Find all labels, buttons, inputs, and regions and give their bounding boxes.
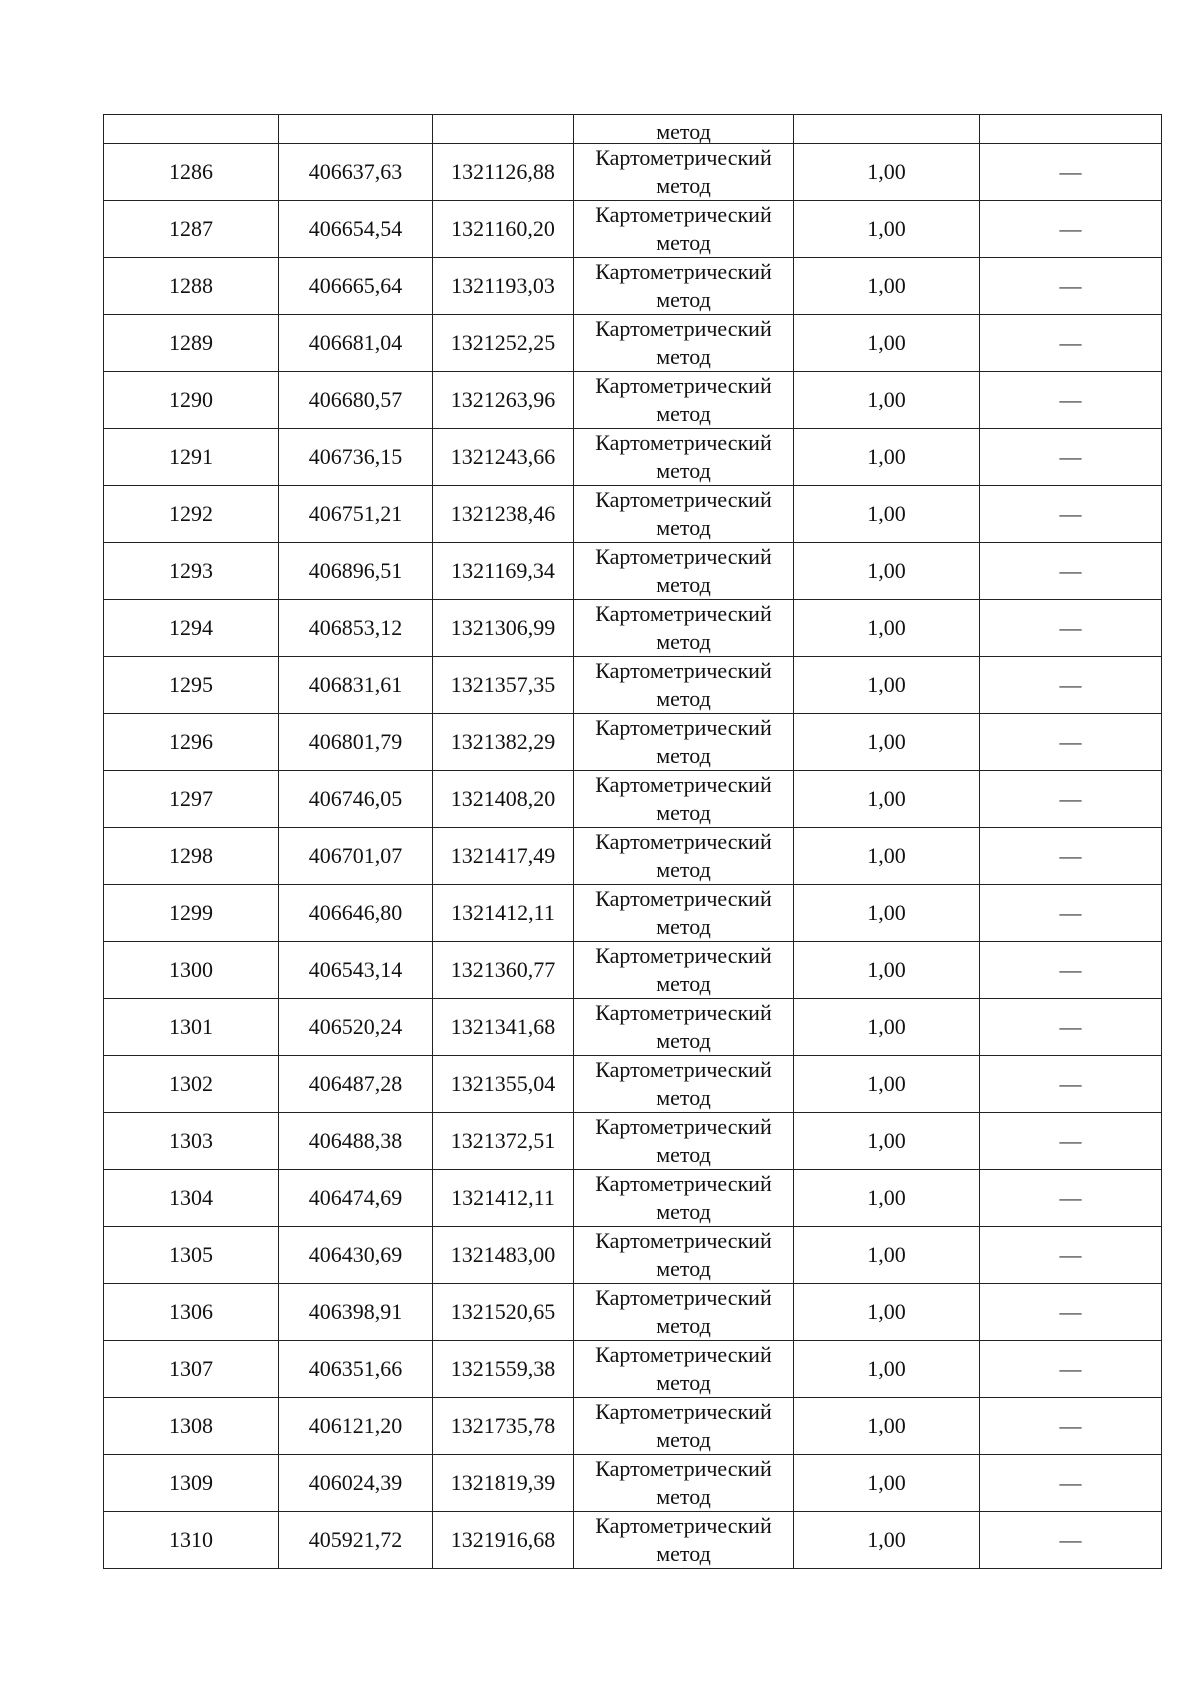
table-row xyxy=(104,657,1162,714)
accuracy-cell: 1,00 xyxy=(794,1113,980,1170)
x-coordinate-cell: 406746,05 xyxy=(279,771,433,828)
table-row xyxy=(104,1341,1162,1398)
description-cell: — xyxy=(980,885,1162,942)
description-cell: — xyxy=(980,1398,1162,1455)
description-cell: — xyxy=(980,429,1162,486)
point-number-cell: 1298 xyxy=(104,828,279,885)
accuracy-cell: 1,00 xyxy=(794,315,980,372)
table-row xyxy=(104,1512,1162,1569)
table-cell xyxy=(104,115,279,144)
method-line-1: Картометрический xyxy=(595,1456,772,1481)
point-number-cell: 1294 xyxy=(104,600,279,657)
table-row xyxy=(104,372,1162,429)
y-coordinate-cell: 1321412,11 xyxy=(433,885,574,942)
x-coordinate-cell: 406751,21 xyxy=(279,486,433,543)
method-line-2: метод xyxy=(656,401,711,426)
table-row xyxy=(104,315,1162,372)
description-cell: — xyxy=(980,942,1162,999)
y-coordinate-cell: 1321520,65 xyxy=(433,1284,574,1341)
accuracy-cell: 1,00 xyxy=(794,600,980,657)
method-cell xyxy=(574,1170,794,1227)
point-number-cell: 1300 xyxy=(104,942,279,999)
table-row xyxy=(104,429,1162,486)
accuracy-cell: 1,00 xyxy=(794,942,980,999)
method-line-1: Картометрический xyxy=(595,1513,772,1538)
method-line-1: Картометрический xyxy=(595,715,772,740)
method-line-2: метод xyxy=(656,1256,711,1281)
point-number-cell: 1307 xyxy=(104,1341,279,1398)
y-coordinate-cell: 1321412,11 xyxy=(433,1170,574,1227)
table-row xyxy=(104,714,1162,771)
x-coordinate-cell: 406430,69 xyxy=(279,1227,433,1284)
method-line-1: Картометрический xyxy=(595,487,772,512)
accuracy-cell: 1,00 xyxy=(794,828,980,885)
point-number-cell: 1288 xyxy=(104,258,279,315)
x-coordinate-cell: 406487,28 xyxy=(279,1056,433,1113)
description-cell: — xyxy=(980,600,1162,657)
y-coordinate-cell: 1321819,39 xyxy=(433,1455,574,1512)
x-coordinate-cell: 406351,66 xyxy=(279,1341,433,1398)
table-row xyxy=(104,1113,1162,1170)
point-number-cell: 1297 xyxy=(104,771,279,828)
accuracy-cell: 1,00 xyxy=(794,1056,980,1113)
y-coordinate-cell: 1321559,38 xyxy=(433,1341,574,1398)
point-number-cell: 1291 xyxy=(104,429,279,486)
y-coordinate-cell: 1321408,20 xyxy=(433,771,574,828)
method-line-1: Картометрический xyxy=(595,1399,772,1424)
point-number-cell: 1301 xyxy=(104,999,279,1056)
description-cell: — xyxy=(980,1113,1162,1170)
table-row xyxy=(104,1170,1162,1227)
description-cell: — xyxy=(980,1056,1162,1113)
y-coordinate-cell: 1321263,96 xyxy=(433,372,574,429)
description-cell: — xyxy=(980,999,1162,1056)
method-line-2: метод xyxy=(656,515,711,540)
table-row xyxy=(104,486,1162,543)
method-cell xyxy=(574,315,794,372)
method-line-2: метод xyxy=(656,572,711,597)
x-coordinate-cell: 406654,54 xyxy=(279,201,433,258)
y-coordinate-cell: 1321169,34 xyxy=(433,543,574,600)
method-cell xyxy=(574,714,794,771)
accuracy-cell: 1,00 xyxy=(794,1227,980,1284)
method-line-2: метод xyxy=(656,1541,711,1566)
x-coordinate-cell: 406831,61 xyxy=(279,657,433,714)
method-cell xyxy=(574,600,794,657)
description-cell: — xyxy=(980,144,1162,201)
method-cell xyxy=(574,1455,794,1512)
point-number-cell: 1296 xyxy=(104,714,279,771)
y-coordinate-cell: 1321382,29 xyxy=(433,714,574,771)
method-line-2: метод xyxy=(656,1142,711,1167)
method-line-1: Картометрический xyxy=(595,373,772,398)
method-cell xyxy=(574,372,794,429)
point-number-cell: 1292 xyxy=(104,486,279,543)
y-coordinate-cell: 1321483,00 xyxy=(433,1227,574,1284)
accuracy-cell: 1,00 xyxy=(794,429,980,486)
point-number-cell: 1286 xyxy=(104,144,279,201)
point-number-cell: 1305 xyxy=(104,1227,279,1284)
table-row xyxy=(104,1056,1162,1113)
accuracy-cell: 1,00 xyxy=(794,1455,980,1512)
table-row xyxy=(104,258,1162,315)
accuracy-cell: 1,00 xyxy=(794,144,980,201)
description-cell: — xyxy=(980,828,1162,885)
method-line-2: метод xyxy=(656,629,711,654)
accuracy-cell: 1,00 xyxy=(794,372,980,429)
accuracy-cell: 1,00 xyxy=(794,771,980,828)
point-number-cell: 1309 xyxy=(104,1455,279,1512)
method-cell xyxy=(574,1113,794,1170)
x-coordinate-cell: 406024,39 xyxy=(279,1455,433,1512)
table-row xyxy=(104,999,1162,1056)
method-line-2: метод xyxy=(656,287,711,312)
x-coordinate-cell: 406488,38 xyxy=(279,1113,433,1170)
method-line-2: метод xyxy=(656,458,711,483)
description-cell: — xyxy=(980,258,1162,315)
y-coordinate-cell: 1321735,78 xyxy=(433,1398,574,1455)
table-row xyxy=(104,1284,1162,1341)
description-cell: — xyxy=(980,1341,1162,1398)
table-row xyxy=(104,771,1162,828)
accuracy-cell: 1,00 xyxy=(794,999,980,1056)
point-number-cell: 1304 xyxy=(104,1170,279,1227)
method-line-1: Картометрический xyxy=(595,943,772,968)
table-cell xyxy=(980,115,1162,144)
x-coordinate-cell: 406543,14 xyxy=(279,942,433,999)
method-cell xyxy=(574,258,794,315)
y-coordinate-cell: 1321372,51 xyxy=(433,1113,574,1170)
method-line-1: Картометрический xyxy=(595,544,772,569)
x-coordinate-cell: 406701,07 xyxy=(279,828,433,885)
method-cell xyxy=(574,885,794,942)
description-cell: — xyxy=(980,486,1162,543)
y-coordinate-cell: 1321355,04 xyxy=(433,1056,574,1113)
x-coordinate-cell: 406681,04 xyxy=(279,315,433,372)
method-line-2: метод xyxy=(656,800,711,825)
method-line-1: Картометрический xyxy=(595,1114,772,1139)
method-line-1: Картометрический xyxy=(595,430,772,455)
x-coordinate-cell: 406801,79 xyxy=(279,714,433,771)
description-cell: — xyxy=(980,201,1162,258)
method-line-2: метод xyxy=(656,857,711,882)
method-line-1: Картометрический xyxy=(595,1285,772,1310)
description-cell: — xyxy=(980,372,1162,429)
method-cell xyxy=(574,771,794,828)
continuation-row xyxy=(104,115,1162,144)
method-cell xyxy=(574,1056,794,1113)
method-cell xyxy=(574,942,794,999)
x-coordinate-cell: 406680,57 xyxy=(279,372,433,429)
accuracy-cell: 1,00 xyxy=(794,201,980,258)
method-line-2: метод xyxy=(656,1028,711,1053)
x-coordinate-cell: 406398,91 xyxy=(279,1284,433,1341)
y-coordinate-cell: 1321160,20 xyxy=(433,201,574,258)
method-cell xyxy=(574,144,794,201)
method-line-1: Картометрический xyxy=(595,886,772,911)
x-coordinate-cell: 406896,51 xyxy=(279,543,433,600)
description-cell: — xyxy=(980,1284,1162,1341)
method-cell xyxy=(574,429,794,486)
y-coordinate-cell: 1321916,68 xyxy=(433,1512,574,1569)
y-coordinate-cell: 1321357,35 xyxy=(433,657,574,714)
x-coordinate-cell: 405921,72 xyxy=(279,1512,433,1569)
y-coordinate-cell: 1321243,66 xyxy=(433,429,574,486)
method-line-1: Картометрический xyxy=(595,1057,772,1082)
x-coordinate-cell: 406520,24 xyxy=(279,999,433,1056)
method-line-1: Картометрический xyxy=(595,601,772,626)
accuracy-cell: 1,00 xyxy=(794,1170,980,1227)
point-number-cell: 1299 xyxy=(104,885,279,942)
y-coordinate-cell: 1321341,68 xyxy=(433,999,574,1056)
method-line-2: метод xyxy=(656,173,711,198)
table-row xyxy=(104,942,1162,999)
description-cell: — xyxy=(980,1512,1162,1569)
method-line-2: метод xyxy=(656,686,711,711)
point-number-cell: 1287 xyxy=(104,201,279,258)
method-line-1: Картометрический xyxy=(595,259,772,284)
method-cell xyxy=(574,1227,794,1284)
method-cell xyxy=(574,486,794,543)
table-cell xyxy=(433,115,574,144)
table-row xyxy=(104,600,1162,657)
description-cell: — xyxy=(980,543,1162,600)
method-line-2: метод xyxy=(656,344,711,369)
description-cell: — xyxy=(980,657,1162,714)
point-number-cell: 1310 xyxy=(104,1512,279,1569)
method-line-1: Картометрический xyxy=(595,772,772,797)
x-coordinate-cell: 406665,64 xyxy=(279,258,433,315)
x-coordinate-cell: 406736,15 xyxy=(279,429,433,486)
method-line-1: Картометрический xyxy=(595,145,772,170)
method-cell xyxy=(574,1284,794,1341)
method-cell xyxy=(574,201,794,258)
y-coordinate-cell: 1321126,88 xyxy=(433,144,574,201)
table-row xyxy=(104,543,1162,600)
y-coordinate-cell: 1321252,25 xyxy=(433,315,574,372)
method-cell: метод xyxy=(574,115,794,144)
point-number-cell: 1293 xyxy=(104,543,279,600)
table-row xyxy=(104,201,1162,258)
accuracy-cell: 1,00 xyxy=(794,1341,980,1398)
point-number-cell: 1306 xyxy=(104,1284,279,1341)
x-coordinate-cell: 406474,69 xyxy=(279,1170,433,1227)
method-line-1: Картометрический xyxy=(595,316,772,341)
x-coordinate-cell: 406637,63 xyxy=(279,144,433,201)
accuracy-cell: 1,00 xyxy=(794,885,980,942)
method-cell xyxy=(574,999,794,1056)
method-cell xyxy=(574,1398,794,1455)
table-row xyxy=(104,885,1162,942)
accuracy-cell: 1,00 xyxy=(794,1398,980,1455)
table-row xyxy=(104,828,1162,885)
method-line-1: Картометрический xyxy=(595,829,772,854)
method-line-1: Картометрический xyxy=(595,202,772,227)
description-cell: — xyxy=(980,714,1162,771)
table-cell xyxy=(279,115,433,144)
method-line-1: Картометрический xyxy=(595,1000,772,1025)
table-row xyxy=(104,1398,1162,1455)
method-line-2: метод xyxy=(656,1313,711,1338)
accuracy-cell: 1,00 xyxy=(794,1284,980,1341)
x-coordinate-cell: 406853,12 xyxy=(279,600,433,657)
x-coordinate-cell: 406121,20 xyxy=(279,1398,433,1455)
accuracy-cell: 1,00 xyxy=(794,657,980,714)
x-coordinate-cell: 406646,80 xyxy=(279,885,433,942)
method-cell xyxy=(574,543,794,600)
method-cell xyxy=(574,1512,794,1569)
point-number-cell: 1302 xyxy=(104,1056,279,1113)
method-line-2: метод xyxy=(656,1199,711,1224)
method-line-1: Картометрический xyxy=(595,658,772,683)
table-body xyxy=(104,115,1162,1569)
method-cell xyxy=(574,1341,794,1398)
method-cell xyxy=(574,657,794,714)
accuracy-cell: 1,00 xyxy=(794,1512,980,1569)
y-coordinate-cell: 1321238,46 xyxy=(433,486,574,543)
table-row xyxy=(104,1455,1162,1512)
description-cell: — xyxy=(980,771,1162,828)
method-line-1: Картометрический xyxy=(595,1171,772,1196)
accuracy-cell: 1,00 xyxy=(794,543,980,600)
y-coordinate-cell: 1321193,03 xyxy=(433,258,574,315)
method-line-2: метод xyxy=(656,1085,711,1110)
description-cell: — xyxy=(980,315,1162,372)
method-line-2: метод xyxy=(656,1484,711,1509)
point-number-cell: 1295 xyxy=(104,657,279,714)
description-cell: — xyxy=(980,1227,1162,1284)
y-coordinate-cell: 1321360,77 xyxy=(433,942,574,999)
method-cell xyxy=(574,828,794,885)
accuracy-cell: 1,00 xyxy=(794,714,980,771)
point-number-cell: 1289 xyxy=(104,315,279,372)
point-number-cell: 1303 xyxy=(104,1113,279,1170)
method-line-2: метод xyxy=(656,914,711,939)
method-line-2: метод xyxy=(656,971,711,996)
method-line-1: Картометрический xyxy=(595,1228,772,1253)
point-number-cell: 1290 xyxy=(104,372,279,429)
description-cell: — xyxy=(980,1455,1162,1512)
method-line-2: метод xyxy=(656,1370,711,1395)
method-line-2: метод xyxy=(656,1427,711,1452)
accuracy-cell: 1,00 xyxy=(794,486,980,543)
y-coordinate-cell: 1321417,49 xyxy=(433,828,574,885)
table-row xyxy=(104,1227,1162,1284)
y-coordinate-cell: 1321306,99 xyxy=(433,600,574,657)
table-row xyxy=(104,144,1162,201)
table-cell xyxy=(794,115,980,144)
method-line-2: метод xyxy=(656,743,711,768)
method-line-1: Картометрический xyxy=(595,1342,772,1367)
description-cell: — xyxy=(980,1170,1162,1227)
method-line-2: метод xyxy=(656,230,711,255)
point-number-cell: 1308 xyxy=(104,1398,279,1455)
accuracy-cell: 1,00 xyxy=(794,258,980,315)
coordinates-table xyxy=(103,114,1162,1569)
